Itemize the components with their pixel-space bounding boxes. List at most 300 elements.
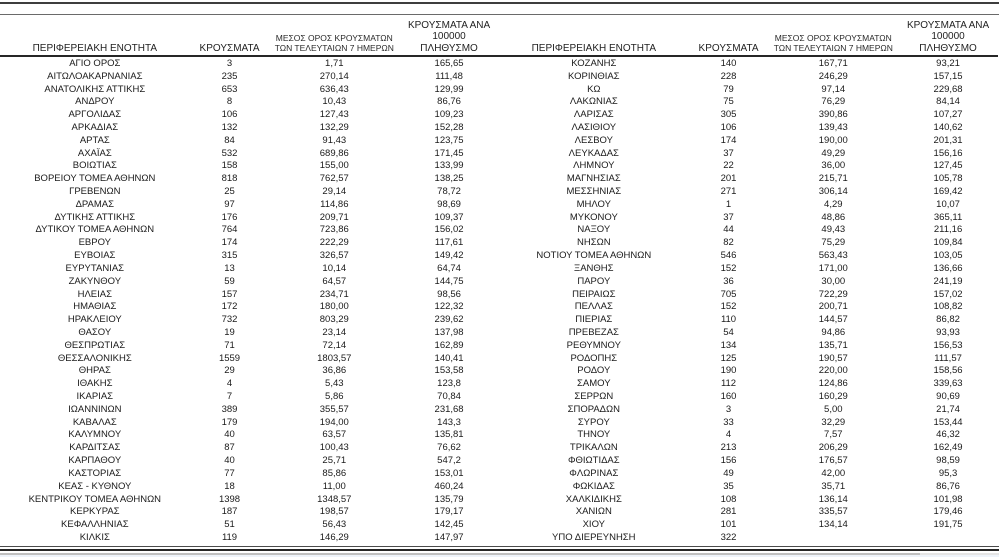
per100k-cell: 153,44 xyxy=(933,416,963,428)
avg7-cell: 135,71 xyxy=(818,339,848,351)
cases-cell: 19 xyxy=(224,326,235,338)
table-row xyxy=(499,134,998,147)
region-cell: ΘΕΣΠΡΩΤΙΑΣ xyxy=(64,339,126,351)
per100k-cell: 111,48 xyxy=(435,70,463,82)
region-cell: ΚΑΣΤΟΡΙΑΣ xyxy=(68,467,122,479)
per100k-cell: 10,07 xyxy=(936,198,960,210)
avg7-cell: 215,71 xyxy=(818,173,848,185)
table-row xyxy=(499,95,998,108)
per100k-cell: 108,82 xyxy=(933,301,963,313)
cases-cell: 106 xyxy=(221,109,238,121)
cases-cell: 33 xyxy=(723,416,734,428)
table-row xyxy=(0,211,499,224)
table-row xyxy=(0,352,499,365)
table-row xyxy=(499,198,998,211)
region-cell: ΑΧΑΪΑΣ xyxy=(77,147,112,159)
table-row xyxy=(499,211,998,224)
table-row xyxy=(0,134,499,147)
per100k-cell: 95,3 xyxy=(938,467,958,479)
per100k-cell: 127,45 xyxy=(933,160,963,172)
per100k-cell: 93,21 xyxy=(936,57,960,69)
region-cell: ΘΑΣΟΥ xyxy=(78,326,112,338)
region-cell: ΡΕΘΥΜΝΟΥ xyxy=(566,339,621,351)
region-cell: ΚΙΛΚΙΣ xyxy=(79,531,110,543)
cases-cell: 322 xyxy=(720,531,737,543)
table-row xyxy=(0,172,499,185)
region-cell: ΗΡΑΚΛΕΙΟΥ xyxy=(67,314,122,326)
per100k-cell: 123,75 xyxy=(434,134,464,146)
per100k-cell: 107,27 xyxy=(933,109,963,121)
per100k-cell: 78,72 xyxy=(437,186,461,198)
per100k-cell: 201,31 xyxy=(933,134,963,146)
cases-cell: 389 xyxy=(221,403,238,415)
per100k-cell: 156,16 xyxy=(933,147,963,159)
table-row xyxy=(499,441,998,454)
region-cell: ΖΑΚΥΝΘΟΥ xyxy=(68,275,122,287)
region-cell: ΤΡΙΚΑΛΩΝ xyxy=(569,442,618,454)
top-rule-thin xyxy=(0,14,999,15)
cases-cell: 174 xyxy=(720,134,737,146)
table-row xyxy=(0,326,499,339)
region-cell: ΣΕΡΡΩΝ xyxy=(574,391,614,403)
per100k-cell: 162,89 xyxy=(434,339,464,351)
cases-cell: 101 xyxy=(720,519,737,531)
bottom-rule-thin xyxy=(0,546,999,547)
regional-table-left xyxy=(0,17,499,544)
table-row xyxy=(0,403,499,416)
region-cell: ΚΟΖΑΝΗΣ xyxy=(571,57,617,69)
regional-tables xyxy=(0,17,999,544)
table-row xyxy=(0,121,499,134)
per100k-cell: 86,82 xyxy=(936,314,960,326)
cases-cell: 3 xyxy=(725,403,732,415)
cases-cell: 112 xyxy=(720,378,737,390)
table-row xyxy=(499,493,998,506)
region-cell: ΣΑΜΟΥ xyxy=(577,378,611,390)
region-cell: ΥΠΟ ΔΙΕΡΕΥΝΗΣΗ xyxy=(552,531,636,543)
table-row xyxy=(499,108,998,121)
per100k-cell: 109,37 xyxy=(434,211,464,223)
cases-cell: 152 xyxy=(720,262,737,274)
cases-cell: 732 xyxy=(221,314,238,326)
per100k-cell: 149,42 xyxy=(434,250,464,262)
avg7-cell: 76,29 xyxy=(821,96,846,108)
bottom-rule-thick xyxy=(0,549,999,551)
column-header-avg7 xyxy=(768,34,898,54)
region-cell: ΗΜΑΘΙΑΣ xyxy=(73,301,117,313)
avg7-cell: 1803,57 xyxy=(317,352,352,364)
table-row xyxy=(499,236,998,249)
per100k-cell: 158,56 xyxy=(933,365,963,377)
per100k-cell: 229,68 xyxy=(933,83,963,95)
avg7-cell: 326,57 xyxy=(319,250,349,262)
table-row xyxy=(499,160,998,173)
table-row xyxy=(0,224,499,237)
region-cell: ΧΑΝΙΩΝ xyxy=(575,506,612,518)
cases-cell: 546 xyxy=(720,250,737,262)
table-row xyxy=(0,467,499,480)
region-cell: ΚΕΦΑΛΛΗΝΙΑΣ xyxy=(61,519,129,531)
table-row xyxy=(499,377,998,390)
region-cell: ΠΙΕΡΙΑΣ xyxy=(575,314,613,326)
horizontal-scrollbar-track[interactable] xyxy=(0,553,920,555)
region-cell: ΛΕΣΒΟΥ xyxy=(574,134,613,146)
avg7-cell: 209,71 xyxy=(319,211,349,223)
cases-cell: 305 xyxy=(720,109,737,121)
per100k-cell: 117,61 xyxy=(434,237,464,249)
cases-cell: 1559 xyxy=(218,352,241,364)
cases-cell: 49 xyxy=(723,467,734,479)
region-cell: ΒΟΙΩΤΙΑΣ xyxy=(72,160,117,172)
cases-cell: 4 xyxy=(725,429,732,441)
cases-cell: 228 xyxy=(720,70,737,82)
region-cell: ΠΑΡΟΥ xyxy=(577,275,611,287)
avg7-cell: 222,29 xyxy=(319,237,349,249)
per100k-cell: 137,98 xyxy=(434,326,464,338)
cases-cell: 174 xyxy=(221,237,238,249)
region-cell: ΙΩΑΝΝΙΝΩΝ xyxy=(68,403,122,415)
avg7-cell: 171,00 xyxy=(818,262,848,274)
table-row xyxy=(499,518,998,531)
cases-cell: 119 xyxy=(221,531,238,543)
avg7-cell: 32,29 xyxy=(821,416,846,428)
cases-cell: 106 xyxy=(720,121,737,133)
per100k-cell: 138,25 xyxy=(434,173,464,185)
cases-cell: 132 xyxy=(221,121,238,133)
region-cell: ΧΙΟΥ xyxy=(582,519,605,531)
avg7-cell: 160,29 xyxy=(818,391,848,403)
per100k-cell: 70,84 xyxy=(437,391,461,403)
avg7-cell: 72,14 xyxy=(322,339,347,351)
table-row xyxy=(0,505,499,518)
table-row xyxy=(0,313,499,326)
avg7-cell: 689,86 xyxy=(319,147,349,159)
per100k-cell: 152,28 xyxy=(434,121,464,133)
column-header-per100k xyxy=(898,20,998,55)
cases-cell: 84 xyxy=(224,134,235,146)
cases-cell: 18 xyxy=(224,480,235,492)
table-row xyxy=(0,275,499,288)
region-cell: ΠΡΕΒΕΖΑΣ xyxy=(568,326,619,338)
cases-cell: 315 xyxy=(221,250,238,262)
table-row xyxy=(0,288,499,301)
region-cell: ΠΕΛΛΑΣ xyxy=(574,301,613,313)
avg7-cell: 198,57 xyxy=(319,506,349,518)
cases-cell: 97 xyxy=(224,198,235,210)
cases-cell: 190 xyxy=(720,365,737,377)
cases-cell: 1 xyxy=(725,198,732,210)
cases-cell: 79 xyxy=(723,83,734,95)
per100k-cell: 103,05 xyxy=(933,250,963,262)
cases-cell: 281 xyxy=(720,506,737,518)
avg7-cell: 5,00 xyxy=(824,403,843,415)
region-cell: ΕΒΡΟΥ xyxy=(78,237,112,249)
avg7-cell: 36,00 xyxy=(821,160,846,172)
per100k-cell: 140,41 xyxy=(434,352,464,364)
region-cell: ΓΡΕΒΕΝΩΝ xyxy=(69,186,121,198)
per100k-cell: 111,57 xyxy=(934,352,962,364)
table-row xyxy=(499,352,998,365)
table-row xyxy=(0,454,499,467)
avg7-cell: 30,00 xyxy=(821,275,846,287)
cases-cell: 4 xyxy=(226,378,233,390)
cases-cell: 75 xyxy=(723,96,734,108)
avg7-cell: 5,86 xyxy=(325,391,344,403)
table-row xyxy=(499,467,998,480)
cases-cell: 157 xyxy=(221,288,238,300)
cases-cell: 25 xyxy=(224,186,235,198)
cases-cell: 764 xyxy=(221,224,238,236)
region-cell: ΑΡΓΟΛΙΔΑΣ xyxy=(68,109,122,121)
cases-cell: 54 xyxy=(723,326,734,338)
region-cell: ΧΑΛΚΙΔΙΚΗΣ xyxy=(565,493,622,505)
region-cell: ΛΑΡΙΣΑΣ xyxy=(573,109,614,121)
avg7-cell: 10,14 xyxy=(322,262,347,274)
per100k-cell: 98,69 xyxy=(437,198,461,210)
cases-cell: 125 xyxy=(720,352,737,364)
cases-cell: 158 xyxy=(221,160,238,172)
per100k-cell: 171,45 xyxy=(434,147,464,159)
cases-cell: 235 xyxy=(221,70,238,82)
avg7-cell: 35,71 xyxy=(821,480,846,492)
region-cell: ΚΕΝΤΡΙΚΟΥ ΤΟΜΕΑ ΑΘΗΝΩΝ xyxy=(28,493,162,505)
table-row xyxy=(0,441,499,454)
avg7-cell: 85,86 xyxy=(322,467,347,479)
region-cell: ΕΥΒΟΙΑΣ xyxy=(74,250,116,262)
avg7-cell: 75,29 xyxy=(821,237,846,249)
per100k-cell: 129,99 xyxy=(434,83,464,95)
column-header-avg7-line1: ΜΕΣΟΣ ΟΡΟΣ ΚΡΟΥΣΜΑΤΩΝ xyxy=(774,33,892,44)
avg7-cell: 25,71 xyxy=(322,455,347,467)
cases-cell: 71 xyxy=(224,339,235,351)
avg7-cell: 97,14 xyxy=(821,83,846,95)
table-row xyxy=(499,172,998,185)
table-row xyxy=(0,95,499,108)
per100k-cell: 143,3 xyxy=(437,416,461,428)
region-cell: ΚΕΑΣ - ΚΥΘΝΟΥ xyxy=(58,480,132,492)
per100k-cell: 135,79 xyxy=(434,493,464,505)
per100k-cell: 90,69 xyxy=(936,391,960,403)
table-row xyxy=(0,365,499,378)
avg7-cell: 167,71 xyxy=(818,57,848,69)
region-cell: ΑΡΚΑΔΙΑΣ xyxy=(71,121,119,133)
region-cell: ΦΘΙΩΤΙΔΑΣ xyxy=(567,455,620,467)
cases-cell: 201 xyxy=(720,173,737,185)
column-header-region: ΠΕΡΙΦΕΡΕΙΑΚΗ ΕΝΟΤΗΤΑ xyxy=(32,42,158,54)
cases-cell: 8 xyxy=(226,96,233,108)
table-row xyxy=(0,147,499,160)
avg7-cell: 134,14 xyxy=(818,519,848,531)
avg7-cell: 29,14 xyxy=(322,186,347,198)
cases-cell: 705 xyxy=(720,288,737,300)
column-header-cases: ΚΡΟΥΣΜΑΤΑ xyxy=(199,42,260,54)
table-row xyxy=(499,313,998,326)
cases-cell: 110 xyxy=(720,314,737,326)
table-header-row xyxy=(499,17,998,57)
avg7-cell: 220,00 xyxy=(818,365,848,377)
per100k-cell: 84,14 xyxy=(936,96,960,108)
table-row xyxy=(0,57,499,70)
avg7-cell: 190,00 xyxy=(818,134,848,146)
table-row xyxy=(499,480,998,493)
per100k-cell: 156,02 xyxy=(434,224,464,236)
cases-cell: 40 xyxy=(224,429,235,441)
region-cell: ΙΚΑΡΙΑΣ xyxy=(76,391,114,403)
table-row xyxy=(0,480,499,493)
per100k-cell: 122,32 xyxy=(434,301,464,313)
region-cell: ΚΩ xyxy=(587,83,601,95)
avg7-cell: 136,14 xyxy=(818,493,848,505)
table-row xyxy=(499,390,998,403)
table-row xyxy=(0,429,499,442)
region-cell: ΝΑΞΟΥ xyxy=(577,224,611,236)
avg7-cell: 270,14 xyxy=(319,70,349,82)
cases-cell: 179 xyxy=(221,416,238,428)
cases-cell: 82 xyxy=(723,237,734,249)
avg7-cell: 94,86 xyxy=(821,326,846,338)
cases-cell: 140 xyxy=(720,57,737,69)
cases-cell: 40 xyxy=(224,455,235,467)
per100k-cell: 98,59 xyxy=(936,455,960,467)
region-cell: ΘΗΡΑΣ xyxy=(78,365,111,377)
avg7-cell: 335,57 xyxy=(818,506,848,518)
per100k-cell: 64,74 xyxy=(437,262,461,274)
region-cell: ΝΟΤΙΟΥ ΤΟΜΕΑ ΑΘΗΝΩΝ xyxy=(536,250,652,262)
per100k-cell: 156,53 xyxy=(933,339,963,351)
table-row xyxy=(0,198,499,211)
avg7-cell: 723,86 xyxy=(319,224,349,236)
table-body xyxy=(0,57,499,544)
avg7-cell: 803,29 xyxy=(319,314,349,326)
table-row xyxy=(0,185,499,198)
per100k-cell: 547,2 xyxy=(437,455,461,467)
per100k-cell: 136,66 xyxy=(933,262,963,274)
cases-cell: 37 xyxy=(723,147,734,159)
region-cell: ΗΛΕΙΑΣ xyxy=(77,288,112,300)
table-row xyxy=(499,224,998,237)
avg7-cell: 56,43 xyxy=(322,519,347,531)
per100k-cell: 460,24 xyxy=(434,480,464,492)
cases-cell: 29 xyxy=(224,365,235,377)
column-header-per100k-line2: ΠΛΗΘΥΣΜΟ xyxy=(919,42,977,54)
per100k-cell: 147,97 xyxy=(434,531,464,543)
column-header-avg7 xyxy=(269,34,399,54)
table-row xyxy=(499,147,998,160)
table-row xyxy=(0,531,499,544)
table-row xyxy=(499,185,998,198)
avg7-cell: 176,57 xyxy=(818,455,848,467)
avg7-cell: 146,29 xyxy=(319,531,349,543)
avg7-cell: 11,00 xyxy=(322,480,346,492)
avg7-cell: 190,57 xyxy=(818,352,848,364)
per100k-cell: 365,11 xyxy=(933,211,963,223)
region-cell: ΡΟΔΟΠΗΣ xyxy=(570,352,618,364)
cases-cell: 108 xyxy=(720,493,737,505)
table-row xyxy=(499,326,998,339)
table-row xyxy=(0,83,499,96)
cases-cell: 187 xyxy=(221,506,238,518)
region-cell: ΛΕΥΚΑΔΑΣ xyxy=(568,147,619,159)
region-cell: ΜΕΣΣΗΝΙΑΣ xyxy=(566,186,622,198)
table-row xyxy=(499,505,998,518)
cases-cell: 36 xyxy=(723,275,734,287)
top-rule-thick xyxy=(0,2,999,4)
region-cell: ΚΑΡΔΙΤΣΑΣ xyxy=(69,442,121,454)
table-row xyxy=(0,339,499,352)
table-row xyxy=(499,454,998,467)
table-row xyxy=(499,57,998,70)
table-row xyxy=(0,70,499,83)
column-header-per100k xyxy=(399,20,499,55)
per100k-cell: 86,76 xyxy=(936,480,960,492)
regional-table-right xyxy=(499,17,998,544)
table-row xyxy=(499,288,998,301)
region-cell: ΒΟΡΕΙΟΥ ΤΟΜΕΑ ΑΘΗΝΩΝ xyxy=(34,173,156,185)
column-header-per100k-line1: ΚΡΟΥΣΜΑΤΑ ΑΝΑ 100000 xyxy=(407,19,491,42)
cases-cell: 152 xyxy=(720,301,737,313)
region-cell: ΜΑΓΝΗΣΙΑΣ xyxy=(566,173,621,185)
avg7-cell: 48,86 xyxy=(821,211,846,223)
avg7-cell: 10,43 xyxy=(322,96,347,108)
region-cell: ΕΥΡΥΤΑΝΙΑΣ xyxy=(65,262,125,274)
avg7-cell: 127,43 xyxy=(319,109,349,121)
region-cell: ΛΑΣΙΘΙΟΥ xyxy=(571,121,617,133)
per100k-cell: 76,62 xyxy=(437,442,461,454)
avg7-cell: 1348,57 xyxy=(317,493,352,505)
table-row xyxy=(0,518,499,531)
column-header-per100k-line1: ΚΡΟΥΣΜΑΤΑ ΑΝΑ 100000 xyxy=(906,19,990,42)
per100k-cell: 179,46 xyxy=(933,506,963,518)
per100k-cell: 239,62 xyxy=(434,314,464,326)
avg7-cell: 636,43 xyxy=(319,83,349,95)
avg7-cell: 200,71 xyxy=(818,301,848,313)
region-cell: ΦΩΚΙΔΑΣ xyxy=(572,480,615,492)
region-cell: ΣΠΟΡΑΔΩΝ xyxy=(567,403,620,415)
cases-cell: 176 xyxy=(221,211,238,223)
avg7-cell: 49,29 xyxy=(821,147,846,159)
avg7-cell: 144,57 xyxy=(818,314,848,326)
avg7-cell: 762,57 xyxy=(319,173,349,185)
region-cell: ΦΛΩΡΙΝΑΣ xyxy=(569,467,619,479)
avg7-cell: 100,43 xyxy=(319,442,349,454)
region-cell: ΚΑΡΠΑΘΟΥ xyxy=(68,455,122,467)
per100k-cell: 86,76 xyxy=(437,96,461,108)
region-cell: ΙΘΑΚΗΣ xyxy=(77,378,113,390)
table-body xyxy=(499,57,998,544)
region-cell: ΔΡΑΜΑΣ xyxy=(75,198,115,210)
per100k-cell: 140,62 xyxy=(933,121,963,133)
avg7-cell: 4,29 xyxy=(824,198,843,210)
region-cell: ΑΝΑΤΟΛΙΚΗΣ ΑΤΤΙΚΗΣ xyxy=(44,83,146,95)
cases-cell: 156 xyxy=(720,455,737,467)
table-row xyxy=(499,300,998,313)
table-row xyxy=(0,262,499,275)
table-row xyxy=(499,275,998,288)
cases-cell: 532 xyxy=(221,147,238,159)
per100k-cell: 101,98 xyxy=(933,493,963,505)
cases-cell: 1398 xyxy=(218,493,241,505)
region-cell: ΤΗΝΟΥ xyxy=(577,429,611,441)
cases-cell: 37 xyxy=(723,211,734,223)
avg7-cell: 194,00 xyxy=(319,416,349,428)
avg7-cell: 180,00 xyxy=(319,301,349,313)
table-row xyxy=(0,160,499,173)
per100k-cell: 169,42 xyxy=(933,186,963,198)
avg7-cell: 1,71 xyxy=(325,57,344,69)
cases-cell: 44 xyxy=(723,224,734,236)
avg7-cell: 390,86 xyxy=(818,109,848,121)
region-cell: ΝΗΣΩΝ xyxy=(577,237,611,249)
